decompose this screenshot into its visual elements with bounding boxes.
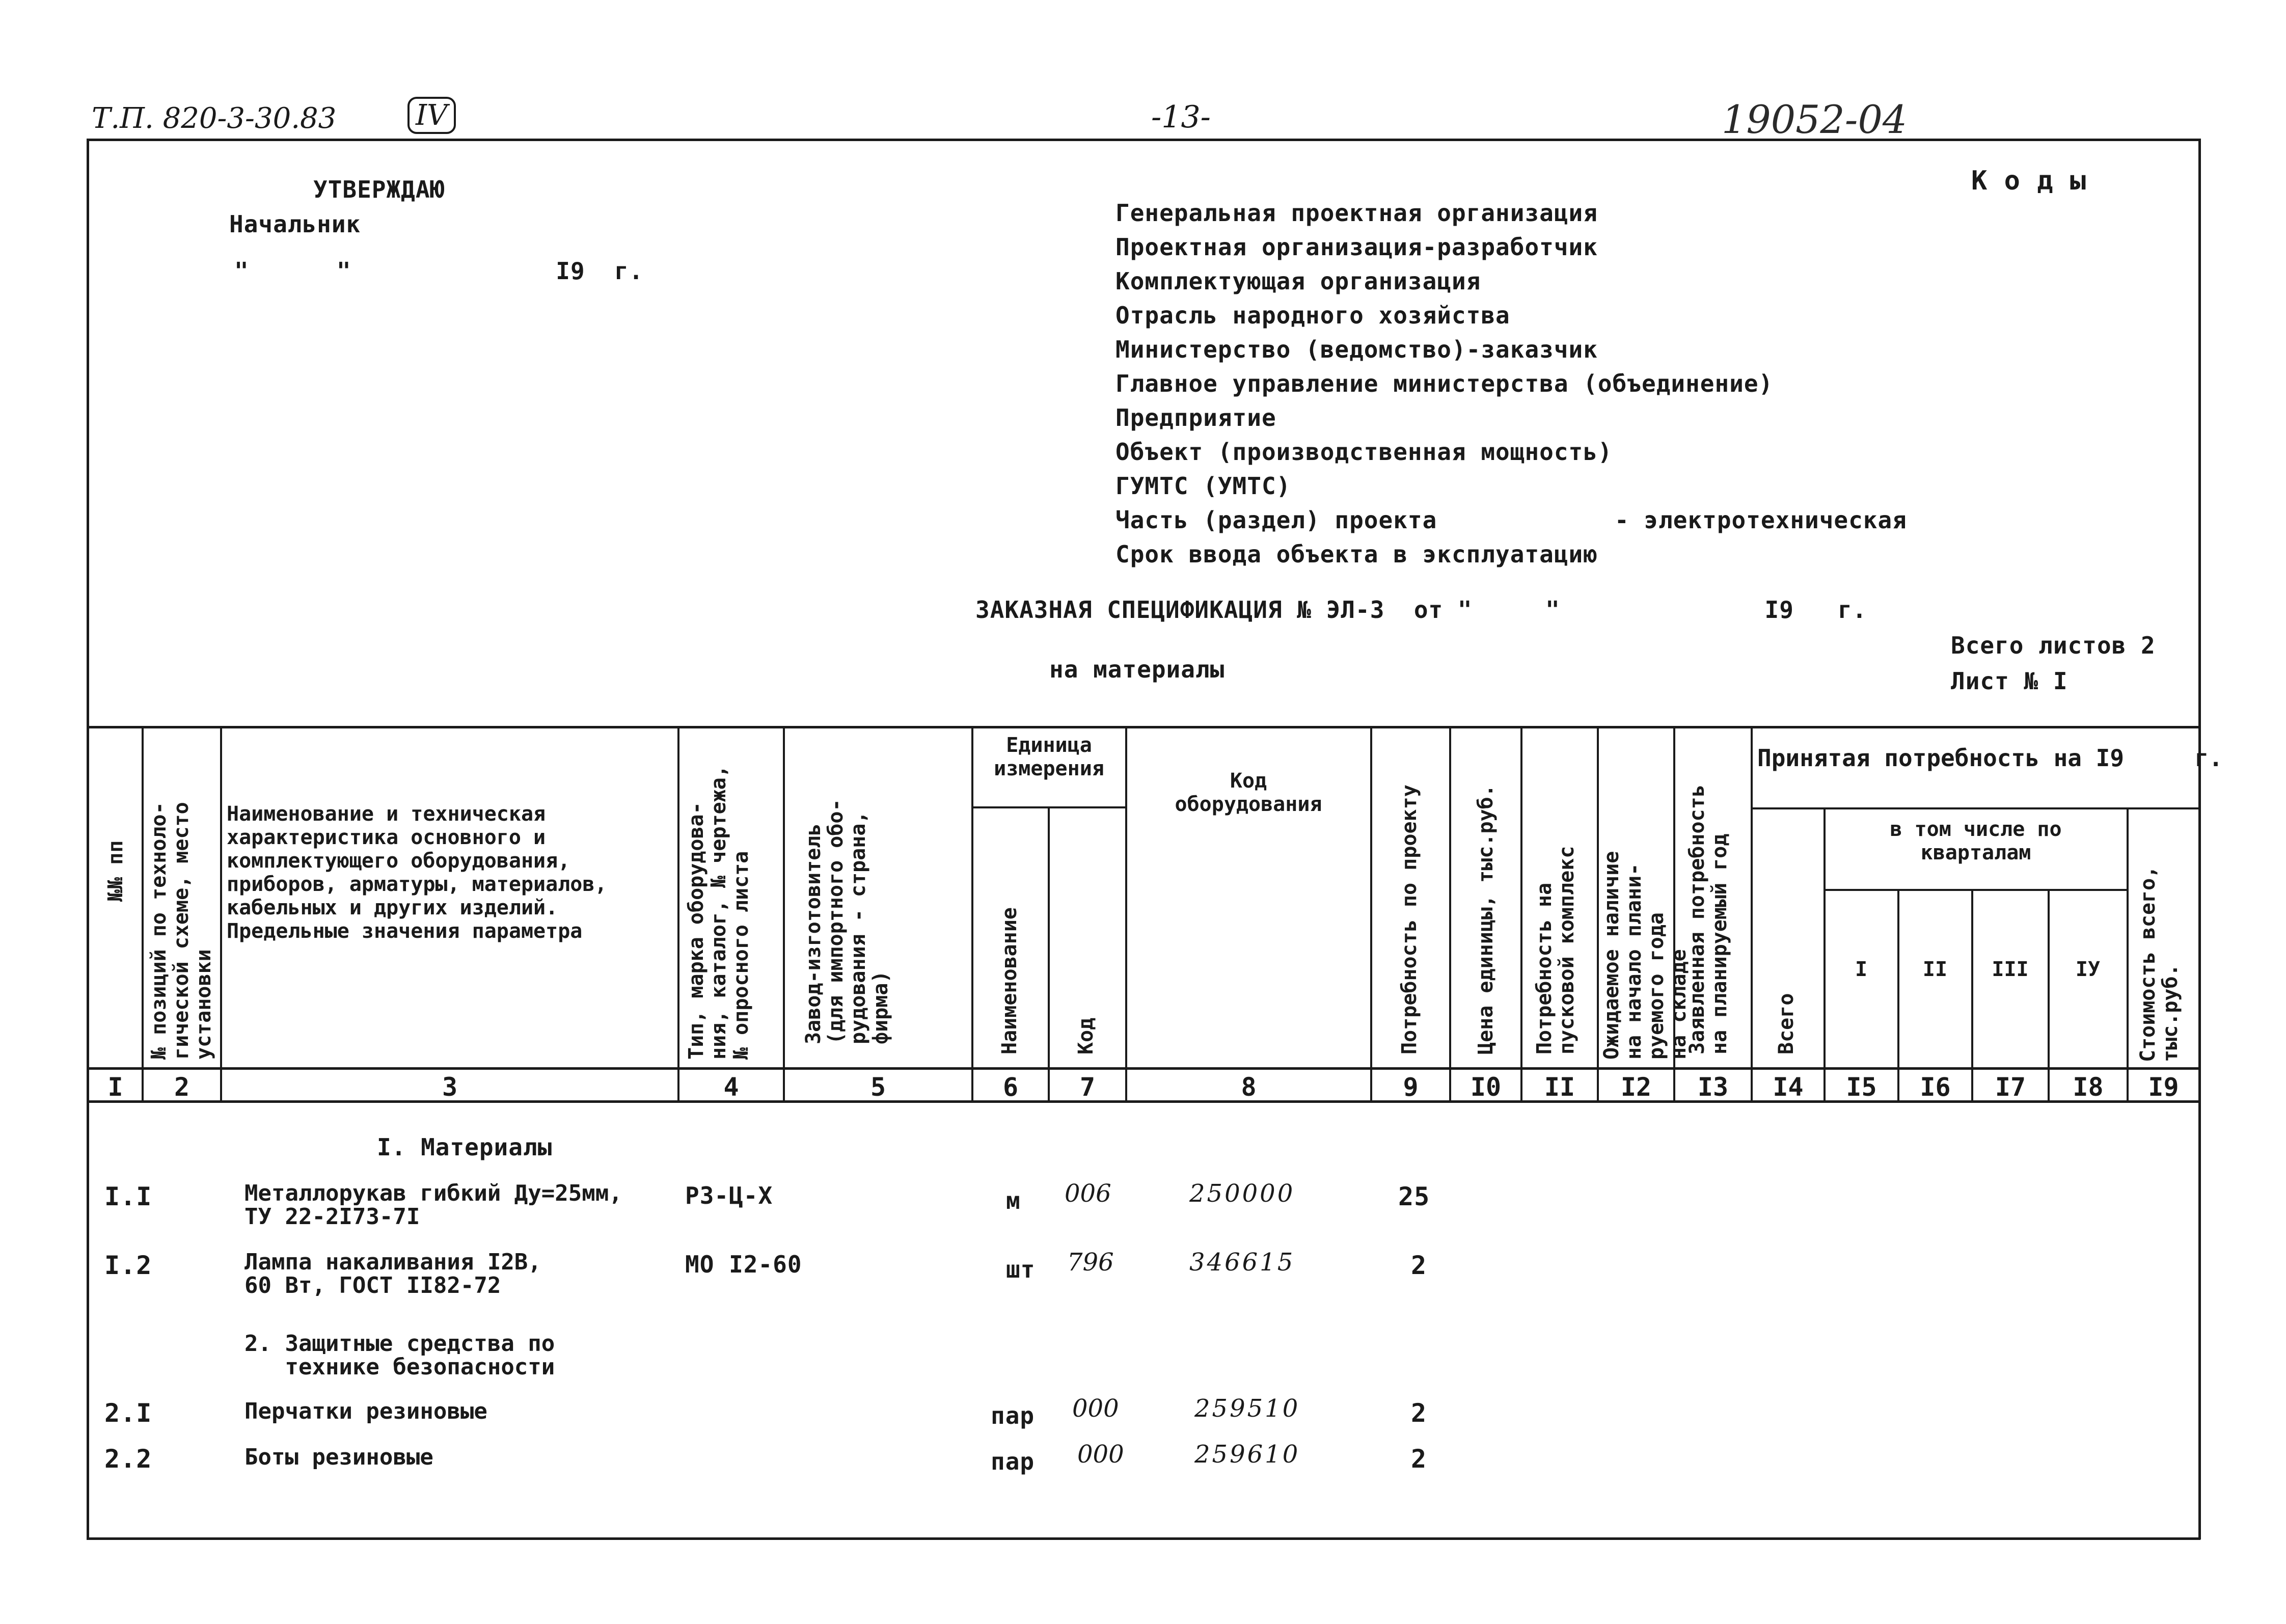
header-col-14: Всего xyxy=(1775,993,1798,1054)
colnum-16: I6 xyxy=(1920,1072,1951,1102)
colnum-19: I9 xyxy=(2148,1072,2179,1102)
row-name: Перчатки резиновые xyxy=(244,1398,487,1424)
org-object: Объект (производственная мощность) xyxy=(1115,438,1613,466)
header-col-2: № позиций по техноло- гической схеме, место установки xyxy=(147,802,215,1060)
header-col-5: Завод-изготовитель (для импортного обо- рудования - страна, фирма) xyxy=(802,799,892,1044)
header-col-18: IУ xyxy=(2075,958,2101,981)
vline-18 xyxy=(2127,807,2129,1103)
row-unit: шт xyxy=(1006,1256,1036,1283)
row-unit: пар xyxy=(991,1448,1035,1475)
colnum-2: 2 xyxy=(174,1072,190,1102)
vline-17 xyxy=(2048,889,2050,1103)
colnum-5: 5 xyxy=(870,1072,886,1102)
colnum-14: I4 xyxy=(1773,1072,1804,1102)
spec-title: ЗАКАЗНАЯ СПЕЦИФИКАЦИЯ № ЭЛ-3 от " " I9 г. xyxy=(975,596,1867,624)
org-commissioning: Срок ввода объекта в эксплуатацию xyxy=(1115,540,1598,568)
row-quantity: 2 xyxy=(1411,1444,1427,1474)
header-col-4: Тип, марка оборудова- ния, каталог, № чертежа, № опросного листа xyxy=(685,765,753,1060)
colnum-15: I5 xyxy=(1846,1072,1877,1102)
row-type: МО I2-60 xyxy=(685,1251,802,1278)
vline-9 xyxy=(1449,726,1451,1103)
header-col-7: Код xyxy=(1074,1017,1098,1054)
org-supplier: Комплектующая организация xyxy=(1115,267,1481,295)
row-unit-code: 796 xyxy=(1067,1248,1114,1277)
org-enterprise: Предприятие xyxy=(1115,404,1276,431)
header-col-3: Наименование и техническая характеристика основного и комплектующего оборудования, приборов, арматуры, материалов, кабельных и других изделий. Предельные значения параметра xyxy=(227,802,607,943)
vline-16 xyxy=(1971,889,1973,1103)
header-col-17: III xyxy=(1992,958,2029,981)
row-unit: м xyxy=(1006,1187,1021,1214)
colnum-3: 3 xyxy=(442,1072,458,1102)
colnum-8: 8 xyxy=(1241,1072,1257,1102)
row-equipment-code: 259610 xyxy=(1194,1440,1300,1469)
vline-2 xyxy=(220,726,222,1103)
vline-8 xyxy=(1370,726,1372,1103)
row-number: I.2 xyxy=(104,1251,152,1280)
header-col-12: Ожидаемое наличие на начало плани- руемого года на складе xyxy=(1600,851,1691,1060)
org-project-part xyxy=(1115,503,1907,537)
album-number: IV xyxy=(407,97,456,134)
row-name: Боты резиновые xyxy=(244,1444,433,1470)
project-part-label: Часть (раздел) проекта xyxy=(1115,506,1437,534)
row-equipment-code: 259510 xyxy=(1194,1394,1300,1423)
page-number: -13- xyxy=(1151,99,1211,135)
colnum-6: 6 xyxy=(1002,1072,1019,1102)
quarters-group-line xyxy=(1824,889,2127,891)
vline-10 xyxy=(1520,726,1522,1103)
header-unit-group: Единица измерения xyxy=(994,734,1104,780)
approval-date: " " I9 г. xyxy=(234,257,644,285)
row-unit-code: 006 xyxy=(1065,1179,1111,1208)
header-col-1: №№ пп xyxy=(104,840,127,902)
section-safety: 2. Защитные средства по технике безопасности xyxy=(244,1331,555,1380)
frame-left xyxy=(87,139,89,1539)
frame-bottom xyxy=(87,1537,2200,1540)
doc-ref: Т.П. 820-3-30.83 xyxy=(92,102,337,135)
row-unit-code: 000 xyxy=(1077,1440,1124,1469)
row-unit: пар xyxy=(991,1402,1035,1429)
vline-13 xyxy=(1751,726,1753,1103)
header-accepted-group: Принятая потребность на I9 г. xyxy=(1757,744,2223,772)
vline-5 xyxy=(971,726,973,1103)
colnum-7: 7 xyxy=(1079,1072,1096,1102)
colnum-17: I7 xyxy=(1995,1072,2026,1102)
vline-15 xyxy=(1897,889,1899,1103)
accepted-group-line xyxy=(1751,807,2200,809)
inventory-number: 19052-04 xyxy=(1722,97,1908,142)
row-quantity: 25 xyxy=(1398,1182,1430,1211)
approval-position: Начальник xyxy=(229,210,361,238)
sheet-number: Лист № I xyxy=(1951,667,2068,695)
colnum-11: II xyxy=(1544,1072,1575,1102)
frame-right xyxy=(2198,139,2201,1539)
colnum-12: I2 xyxy=(1620,1072,1652,1102)
header-col-10: Цена единицы, тыс.руб. xyxy=(1474,784,1498,1054)
header-col-6: Наименование xyxy=(998,907,1021,1054)
header-col-8: Код оборудования xyxy=(1175,769,1322,816)
header-col-11: Потребность на пусковой комплекс xyxy=(1533,846,1579,1054)
org-general: Генеральная проектная организация xyxy=(1115,199,1598,227)
row-number: I.I xyxy=(104,1182,152,1211)
org-developer: Проектная организация-разработчик xyxy=(1115,233,1598,261)
org-gumts: ГУМТС (УМТС) xyxy=(1115,472,1291,500)
approval-title: УТВЕРЖДАЮ xyxy=(313,176,445,203)
row-name: Лампа накаливания I2В, 60 Вт, ГОСТ II82-72 xyxy=(244,1249,541,1298)
colnum-9: 9 xyxy=(1403,1072,1419,1102)
row-equipment-code: 250000 xyxy=(1189,1179,1295,1208)
colnum-top-line xyxy=(87,1067,2200,1070)
row-equipment-code: 346615 xyxy=(1189,1248,1295,1277)
row-number: 2.I xyxy=(104,1398,152,1428)
row-quantity: 2 xyxy=(1411,1398,1427,1428)
spec-subtitle: на материалы xyxy=(1049,656,1225,683)
org-ministry: Министерство (ведомство)-заказчик xyxy=(1115,336,1598,363)
org-industry: Отрасль народного хозяйства xyxy=(1115,302,1510,329)
row-number: 2.2 xyxy=(104,1444,152,1474)
table-top-line xyxy=(87,726,2200,728)
vline-1 xyxy=(142,726,144,1103)
vline-11 xyxy=(1597,726,1599,1103)
total-sheets: Всего листов 2 xyxy=(1951,632,2156,659)
row-type: РЗ-Ц-Х xyxy=(685,1182,773,1209)
row-quantity: 2 xyxy=(1411,1251,1427,1280)
header-quarters-group: в том числе по кварталам xyxy=(1890,818,2062,864)
colnum-1: I xyxy=(107,1072,123,1102)
colnum-18: I8 xyxy=(2073,1072,2104,1102)
row-unit-code: 000 xyxy=(1072,1394,1119,1423)
colnum-10: I0 xyxy=(1470,1072,1502,1102)
org-main-directorate: Главное управление министерства (объединение) xyxy=(1115,370,1774,397)
colnum-4: 4 xyxy=(723,1072,739,1102)
vline-4 xyxy=(783,726,785,1103)
row-name: Металлорукав гибкий Ду=25мм, ТУ 22-2I73-7I xyxy=(244,1180,622,1230)
vline-3 xyxy=(677,726,679,1103)
vline-6 xyxy=(1048,806,1050,1103)
project-part-value: - электротехническая xyxy=(1614,506,1907,534)
header-col-9: Потребность по проекту xyxy=(1398,784,1421,1054)
codes-label: К о д ы xyxy=(1971,166,2087,196)
header-col-16: II xyxy=(1922,958,1948,981)
header-col-19: Стоимость всего, тыс.руб. xyxy=(2136,865,2182,1062)
header-col-13: Заявленная потребность на планируемый год xyxy=(1685,784,1731,1054)
header-col-15: I xyxy=(1855,958,1868,981)
section-materials: I. Материалы xyxy=(377,1133,553,1161)
colnum-13: I3 xyxy=(1697,1072,1729,1102)
organization-fields xyxy=(1115,196,1907,572)
